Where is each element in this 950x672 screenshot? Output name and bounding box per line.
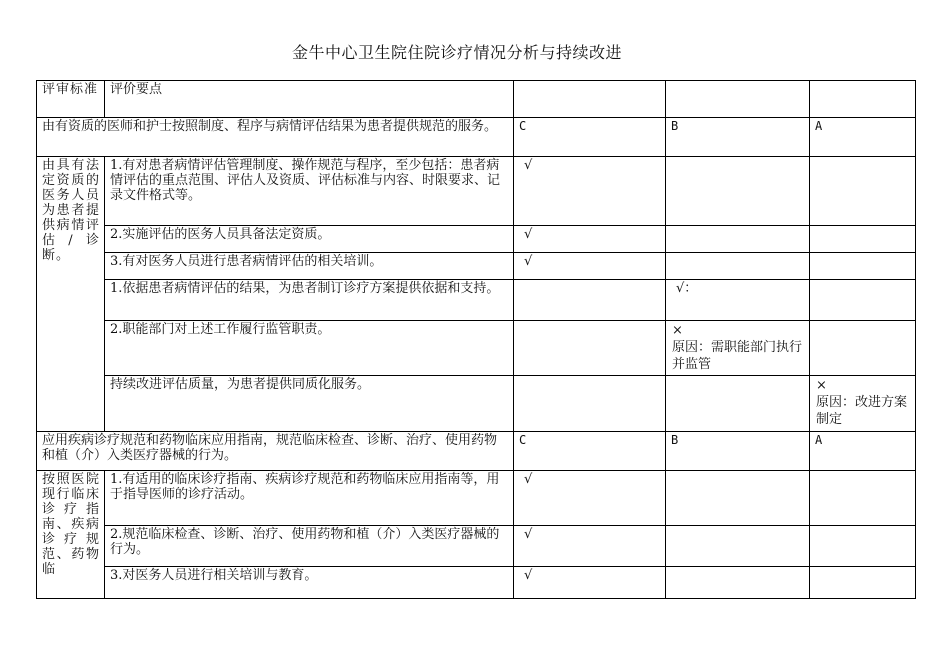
- section2-c-item-3: 3.对医务人员进行相关培训与教育。: [105, 567, 514, 599]
- check-mark: √: [514, 526, 666, 567]
- page-title: 金牛中心卫生院住院诊疗情况分析与持续改进: [291, 43, 622, 62]
- table-row: [37, 226, 916, 253]
- table-row: [37, 471, 916, 526]
- check-mark: √: [514, 253, 666, 280]
- header-a: [810, 81, 916, 118]
- section1-c-item-2: 2.实施评估的医务人员具备法定资质。: [105, 226, 514, 253]
- table-row: [37, 157, 916, 226]
- check-mark: √：: [666, 280, 810, 321]
- section2-c-item-1: 1.有适用的临床诊疗指南、疾病诊疗规范和药物临床应用指南等，用于指导医师的诊疗活动。: [105, 471, 514, 526]
- section1-grade-a: A: [810, 118, 916, 157]
- header-key-points: 评价要点: [105, 81, 514, 118]
- section2-grade-b: B: [666, 432, 810, 471]
- header-standard: 评审标准: [37, 81, 105, 118]
- table-row: [37, 321, 916, 376]
- header-b: [666, 81, 810, 118]
- header-row: [37, 81, 916, 118]
- check-mark: √: [514, 567, 666, 599]
- check-mark: √: [514, 471, 666, 526]
- section2-grade-a: A: [810, 432, 916, 471]
- table-row: [37, 280, 916, 321]
- section1-b-item-2: 2.职能部门对上述工作履行监管职责。: [105, 321, 514, 376]
- section2-heading-row: [37, 432, 916, 471]
- table-row: [37, 526, 916, 567]
- section1-c-item-1: 1.有对患者病情评估管理制度、操作规范与程序，至少包括：患者病情评估的重点范围、评估人及资质、评估标准与内容、时限要求、记录文件格式等。: [105, 157, 514, 226]
- section1-grade-b: B: [666, 118, 810, 157]
- reason-note: × 原因：改进方案制定: [810, 376, 916, 432]
- section1-b-item-1: 1.依据患者病情评估的结果，为患者制订诊疗方案提供依据和支持。: [105, 280, 514, 321]
- section2-c-item-2: 2.规范临床检查、诊断、治疗、使用药物和植（介）入类医疗器械的行为。: [105, 526, 514, 567]
- section2-left-label: 按照医院现行临床诊疗指南、疾病诊疗规范、药物临: [37, 471, 105, 599]
- check-mark: √: [514, 157, 666, 226]
- section1-c-item-3: 3.有对医务人员进行患者病情评估的相关培训。: [105, 253, 514, 280]
- header-c: [514, 81, 666, 118]
- section1-heading: 由有资质的医师和护士按照制度、程序与病情评估结果为患者提供规范的服务。: [37, 118, 514, 157]
- section1-a-item-1: 持续改进评估质量，为患者提供同质化服务。: [105, 376, 514, 432]
- table-row: [37, 253, 916, 280]
- section1-heading-row: [37, 118, 916, 157]
- table-row: [37, 567, 916, 599]
- evaluation-table: [36, 80, 916, 599]
- section2-heading: 应用疾病诊疗规范和药物临床应用指南，规范临床检查、诊断、治疗、使用药物和植（介）入类医疗器械的行为。: [37, 432, 514, 471]
- check-mark: √: [514, 226, 666, 253]
- section1-left-label: 由具有法定资质的医务人员为患者提供病情评估/诊断。: [37, 157, 105, 432]
- section1-grade-c: C: [514, 118, 666, 157]
- reason-note: × 原因：需职能部门执行并监管: [666, 321, 810, 376]
- section2-grade-c: C: [514, 432, 666, 471]
- table-row: [37, 376, 916, 432]
